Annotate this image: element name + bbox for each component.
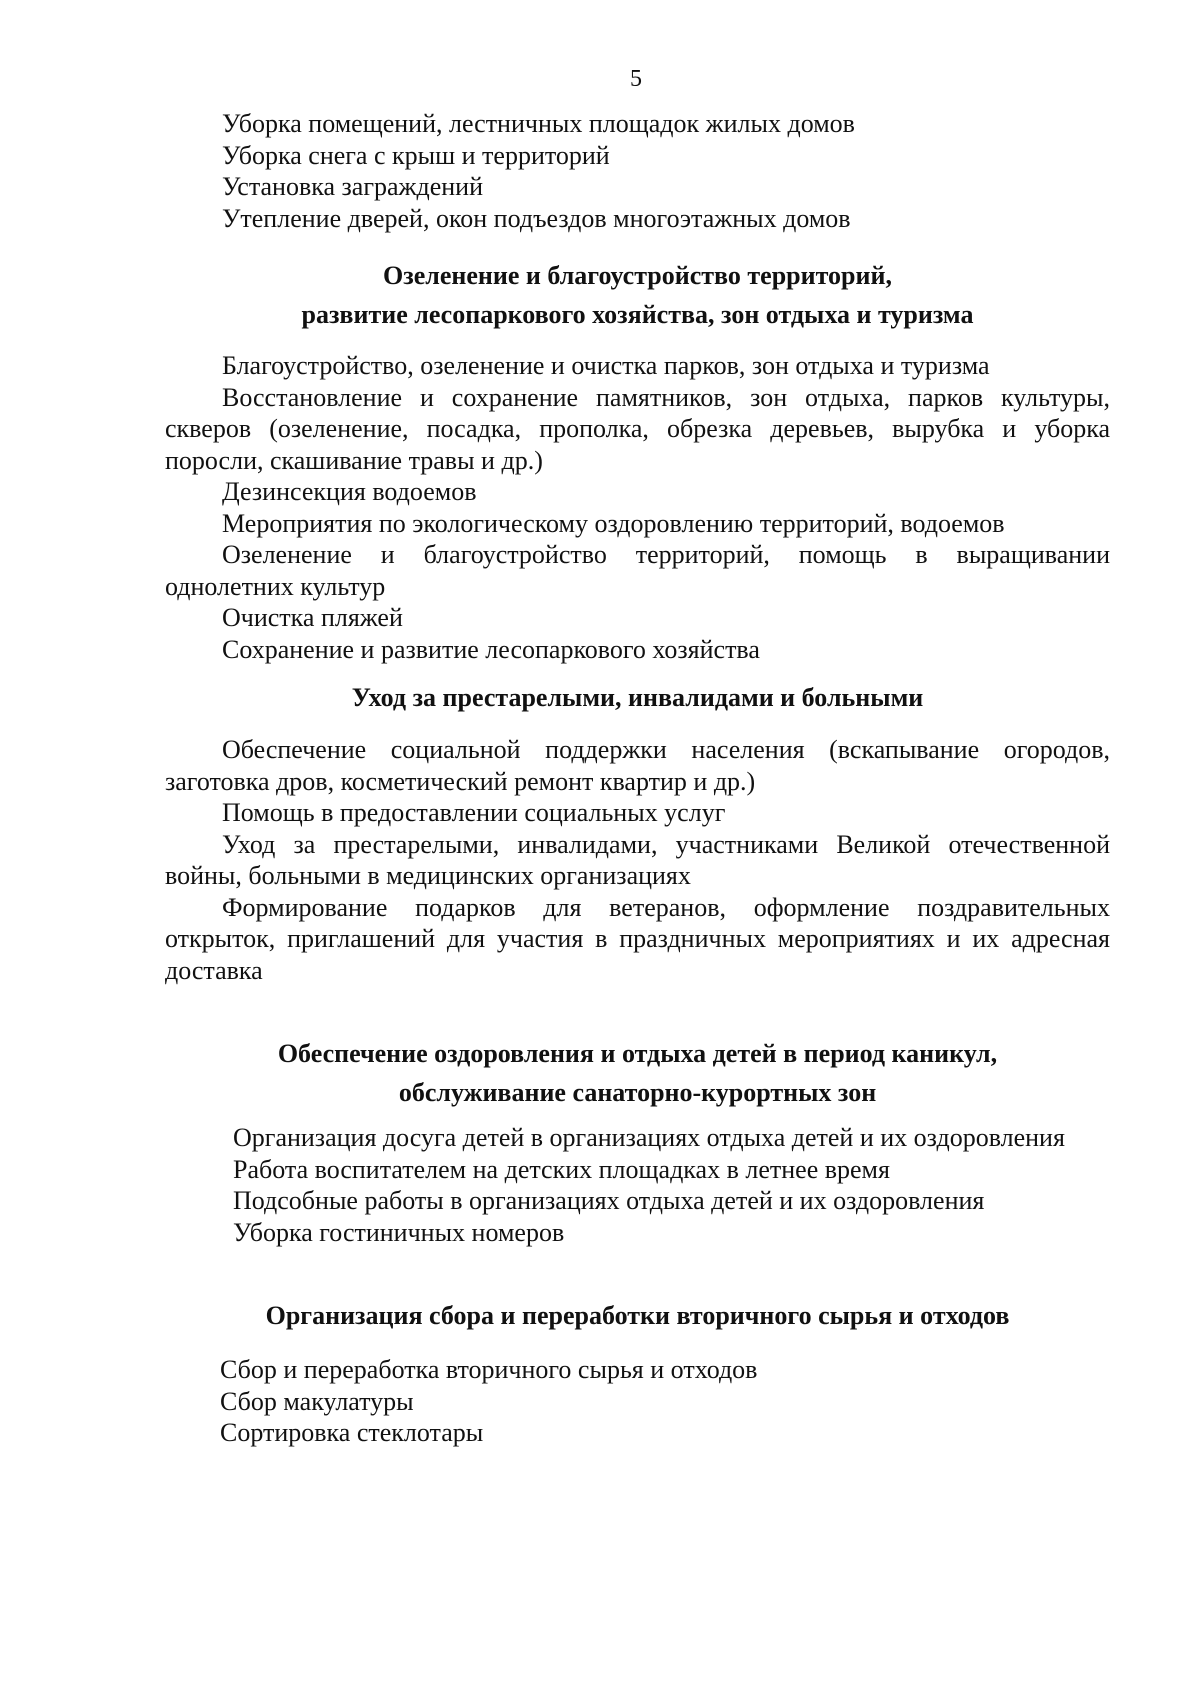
- heading-line: Уход за престарелыми, инвалидами и больными: [351, 683, 924, 712]
- children-list: [165, 1122, 1110, 1248]
- heading-line: Обеспечение оздоровления и отдыха детей в период каникул,: [277, 1039, 998, 1068]
- section-heading-children: [165, 1034, 1110, 1112]
- section-heading-recycling: [165, 1296, 1110, 1335]
- intro-list: [165, 108, 1110, 234]
- list-item: Сортировка стеклотары: [220, 1418, 484, 1447]
- heading-line: Организация сбора и переработки вторичного сырья и отходов: [265, 1301, 1010, 1330]
- list-item: Сохранение и развитие лесопаркового хозяйства: [222, 634, 760, 664]
- list-item: Уход за престарелыми, инвалидами, участниками Великой отечественной войны, больными в медицинских организациях: [165, 829, 1110, 890]
- list-item: Организация досуга детей в организациях отдыха детей и их оздоровления: [233, 1123, 1065, 1152]
- list-item: Помощь в предоставлении социальных услуг: [222, 798, 726, 827]
- list-item: Подсобные работы в организациях отдыха детей и их оздоровления: [233, 1186, 985, 1215]
- heading-line: Озеленение и благоустройство территорий,: [383, 261, 892, 290]
- page-number: 5: [630, 66, 642, 92]
- list-item: Озеленение и благоустройство территорий, помощь в выращивании однолетних культур: [165, 540, 1110, 601]
- list-item: Уборка снега с крыш и территорий: [222, 140, 610, 170]
- list-item: Работа воспитателем на детских площадках в летнее время: [233, 1154, 890, 1184]
- heading-line: развитие лесопаркового хозяйства, зон отдыха и туризма: [301, 300, 974, 329]
- recycling-list: [165, 1354, 1110, 1449]
- section-heading-care: [165, 678, 1110, 717]
- list-item: Формирование подарков для ветеранов, оформление поздравительных открыток, приглашений для участия в праздничных мероприятиях и их адресная доставка: [165, 892, 1110, 985]
- list-item: Мероприятия по экологическому оздоровлению территорий, водоемов: [222, 508, 1005, 538]
- list-item: Обеспечение социальной поддержки населения (вскапывание огородов, заготовка дров, косметический ремонт квартир и др.): [165, 735, 1110, 796]
- list-item: Установка заграждений: [222, 172, 484, 201]
- list-item: Благоустройство, озеленение и очистка парков, зон отдыха и туризма: [222, 351, 990, 380]
- list-item: Дезинсекция водоемов: [222, 477, 477, 506]
- list-item: Восстановление и сохранение памятников, зон отдыха, парков культуры, скверов (озеленение, посадка, прополка, обрезка деревьев, вырубка и уборка поросли, скашивание травы и др.): [165, 382, 1110, 475]
- list-item: Уборка гостиничных номеров: [233, 1217, 565, 1247]
- list-item: Сбор макулатуры: [220, 1386, 414, 1416]
- list-item: Очистка пляжей: [222, 603, 403, 632]
- greening-list: [165, 350, 1110, 665]
- list-item: Сбор и переработка вторичного сырья и отходов: [220, 1355, 758, 1384]
- list-item: Утепление дверей, окон подъездов многоэтажных домов: [222, 203, 851, 233]
- section-heading-greening: [165, 256, 1110, 334]
- care-list: [165, 734, 1110, 986]
- list-item: Уборка помещений, лестничных площадок жилых домов: [222, 109, 855, 138]
- heading-line: обслуживание санаторно-курортных зон: [398, 1078, 877, 1107]
